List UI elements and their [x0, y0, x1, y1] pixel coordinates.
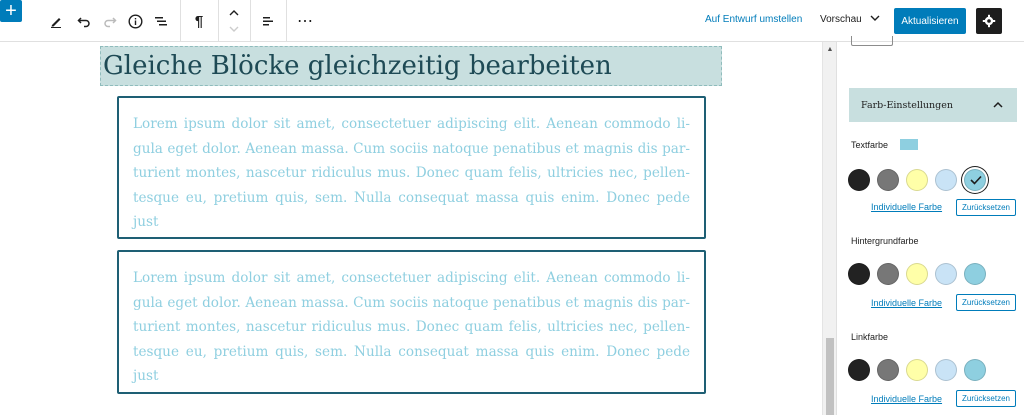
toolbar-divider	[218, 0, 219, 42]
color-swatch-light-blue[interactable]	[935, 359, 957, 381]
paragraph-text[interactable]: Lorem ipsum dolor sit amet, consectetuer adipiscing elit. Aenean commodo ligula eget dolor. Aenean massa. Cum sociis natoque penatibus et magnis dis parturient montes, nascetur ridiculus mus. Donec quam felis, ultricies nec, pellentesque eu, pretium quis, sem. Nulla consequat massa quis enim. Donec pede just	[133, 270, 690, 384]
color-swatch-light-blue[interactable]	[935, 169, 957, 191]
link-color-reset-button[interactable]: Zurücksetzen	[956, 390, 1016, 407]
color-swatch-black[interactable]	[848, 263, 870, 285]
scroll-thumb[interactable]	[826, 338, 834, 415]
details-button[interactable]	[125, 8, 145, 34]
redo-icon	[103, 14, 117, 28]
color-swatch-yellow[interactable]	[906, 263, 928, 285]
link-color-label: Linkfarbe	[851, 332, 889, 342]
paragraph-text[interactable]: Lorem ipsum dolor sit amet, consectetuer adipiscing elit. Aenean commodo ligula eget dolor. Aenean massa. Cum sociis natoque penatibus et magnis dis parturient montes, nascetur ridiculus mus. Donec quam felis, ultricies nec, pellentesque eu, pretium quis, sem. Nulla consequat massa quis enim. Donec pede just	[133, 116, 690, 230]
color-swatch-light-blue[interactable]	[935, 263, 957, 285]
color-swatch-gray[interactable]	[877, 263, 899, 285]
undo-icon	[77, 14, 91, 28]
preview-button[interactable]	[820, 14, 880, 25]
update-button[interactable]: Aktualisieren	[894, 8, 966, 34]
editor-scrollbar[interactable]	[822, 42, 836, 415]
align-button[interactable]	[258, 8, 278, 34]
editor-canvas	[0, 42, 822, 415]
color-swatch-yellow[interactable]	[906, 169, 928, 191]
paragraph-block-button[interactable]: ¶	[194, 12, 204, 30]
align-left-icon	[261, 14, 275, 28]
move-block-button[interactable]	[224, 6, 244, 36]
paragraph-block[interactable]	[117, 96, 706, 239]
heading-text[interactable]: Gleiche Blöcke gleichzeitig bearbeiten	[103, 51, 612, 81]
info-icon	[128, 14, 143, 29]
pencil-icon	[49, 14, 63, 28]
settings-button[interactable]	[976, 8, 1002, 34]
heading-block[interactable]	[100, 46, 722, 86]
edit-tool-button[interactable]	[46, 8, 66, 34]
checkmark-icon	[969, 173, 983, 187]
list-view-button[interactable]	[151, 8, 171, 34]
paragraph-block[interactable]	[117, 250, 706, 394]
add-block-button[interactable]: +	[0, 0, 22, 22]
settings-sidebar	[836, 42, 1024, 415]
preview-label: Vorschau	[820, 14, 862, 25]
chevron-up-icon	[993, 101, 1003, 109]
link-custom-color-link[interactable]: Individuelle Farbe	[871, 394, 943, 404]
color-swatch-yellow[interactable]	[906, 359, 928, 381]
chevron-up-down-icon	[227, 7, 241, 35]
panel-title: Farb-Einstellungen	[861, 99, 953, 111]
chevron-down-icon	[870, 14, 880, 22]
redo-button[interactable]	[100, 8, 120, 34]
color-swatch-black[interactable]	[848, 359, 870, 381]
color-swatch-teal[interactable]	[964, 169, 986, 191]
text-color-reset-button[interactable]: Zurücksetzen	[956, 199, 1016, 216]
gear-icon	[982, 14, 996, 28]
color-swatch-gray[interactable]	[877, 169, 899, 191]
list-view-icon	[154, 14, 168, 28]
switch-to-draft-button[interactable]: Auf Entwurf umstellen	[705, 14, 803, 25]
color-settings-panel-toggle[interactable]	[849, 88, 1017, 122]
color-swatch-teal[interactable]	[964, 263, 986, 285]
toolbar-divider	[180, 0, 181, 42]
toolbar-divider	[286, 0, 287, 42]
text-custom-color-link[interactable]: Individuelle Farbe	[871, 202, 943, 212]
more-options-button[interactable]: ⋯	[297, 13, 313, 30]
collapsed-control-stub	[851, 36, 893, 46]
text-color-indicator	[900, 139, 918, 150]
color-swatch-gray[interactable]	[877, 359, 899, 381]
toolbar-divider	[250, 0, 251, 42]
undo-button[interactable]	[74, 8, 94, 34]
color-swatch-teal[interactable]	[964, 359, 986, 381]
background-color-label: Hintergrundfarbe	[851, 236, 919, 246]
color-swatch-black[interactable]	[848, 169, 870, 191]
scroll-up-arrow-icon[interactable]: ▲	[826, 45, 834, 53]
text-color-label: Textfarbe	[851, 140, 889, 150]
background-color-reset-button[interactable]: Zurücksetzen	[956, 294, 1016, 311]
background-custom-color-link[interactable]: Individuelle Farbe	[871, 298, 943, 308]
